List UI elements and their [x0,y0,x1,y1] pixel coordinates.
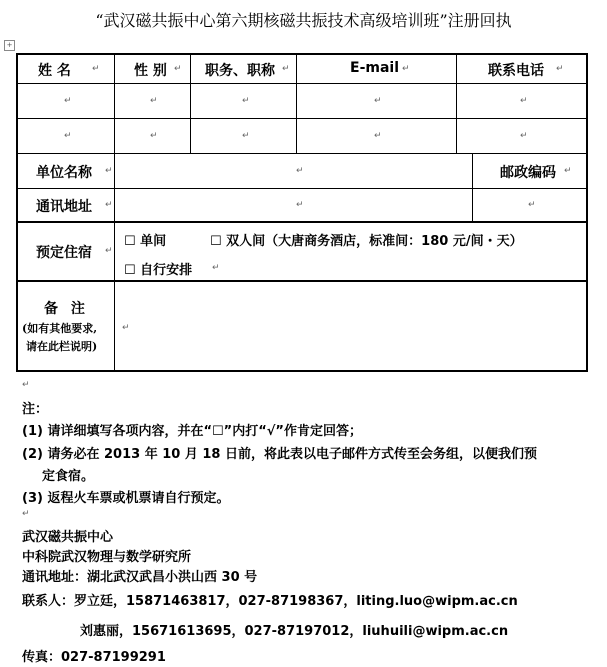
cell-mark: ↵ [150,96,158,106]
cell-mark: ↵ [150,131,158,141]
cell-mark: ↵ [528,200,536,210]
page-title: “武汉磁共振中心第六期核磁共振技术高级培训班”注册回执 [95,11,512,30]
notes-heading: 注： [22,402,49,417]
remarks-hint: (如有其他要求, [22,322,98,335]
note-item-1: (1) 请详细填写各项内容，并在“☐”内打“√”作肯定回答； [22,424,362,439]
cell-mark: ↵ [64,96,72,106]
cell-mark: ↵ [105,200,113,210]
contact-address: 通讯地址：湖北武汉武昌小洪山西 30 号 [22,570,258,585]
cell-mark: ↵ [242,131,250,141]
cell-mark: ↵ [520,96,528,106]
header-gender: 性 别 [134,63,167,79]
note-item-2-cont: 定食宿。 [42,469,95,484]
cell-mark: ↵ [174,64,182,74]
cell-mark: ↵ [296,166,304,176]
paragraph-mark: ↵ [22,380,30,390]
header-phone: 联系电话 [488,63,544,79]
cell-mark: ↵ [105,246,113,256]
lodging-option-self[interactable]: ☐ 自行安排 [124,263,193,278]
header-name: 姓 名 [38,63,71,79]
lodging-option-double[interactable]: ☐ 双人间（大唐商务酒店，标准间：180 元/间・天） [210,234,523,249]
cell-mark: ↵ [92,64,100,74]
cell-mark: ↵ [282,64,290,74]
cell-mark: ↵ [556,64,564,74]
lodging-option-single[interactable]: ☐ 单间 [124,234,167,249]
cell-mark: ↵ [374,131,382,141]
paragraph-mark: ↵ [22,509,30,519]
cell-mark: ↵ [402,64,410,74]
cell-mark: ↵ [64,131,72,141]
postal-label: 邮政编码 [500,165,556,181]
contact-person-1: 联系人：罗立廷，15871463817，027-87198367，liting.luo@wipm.ac.cn [22,594,518,609]
note-item-3: (3) 返程火车票或机票请自行预定。 [22,491,230,506]
cell-mark: ↵ [122,323,130,333]
cell-mark: ↵ [374,96,382,106]
cell-mark: ↵ [564,166,572,176]
unit-label: 单位名称 [36,165,92,181]
cell-mark: ↵ [242,96,250,106]
note-item-2: (2) 请务必在 2013 年 10 月 18 日前，将此表以电子邮件方式传至会务组，以便我们预 [22,447,537,462]
table-anchor-icon[interactable]: + [4,40,15,51]
contact-org: 武汉磁共振中心 [22,530,114,545]
contact-fax: 传真：027-87199291 [22,650,166,665]
header-title: 职务、职称 [205,63,275,79]
cell-mark: ↵ [296,200,304,210]
address-label: 通讯地址 [36,199,92,215]
remarks-hint: 请在此栏说明) [26,340,98,353]
header-email: E-mail [350,60,400,76]
cell-mark: ↵ [520,131,528,141]
contact-institute: 中科院武汉物理与数学研究所 [22,550,192,565]
cell-mark: ↵ [105,166,113,176]
contact-person-2: 刘惠丽，15671613695，027-87197012，liuhuili@wipm.ac.cn [80,624,509,639]
remarks-label: 备 注 [44,301,89,317]
lodging-label: 预定住宿 [36,245,92,261]
cell-mark: ↵ [212,263,220,273]
